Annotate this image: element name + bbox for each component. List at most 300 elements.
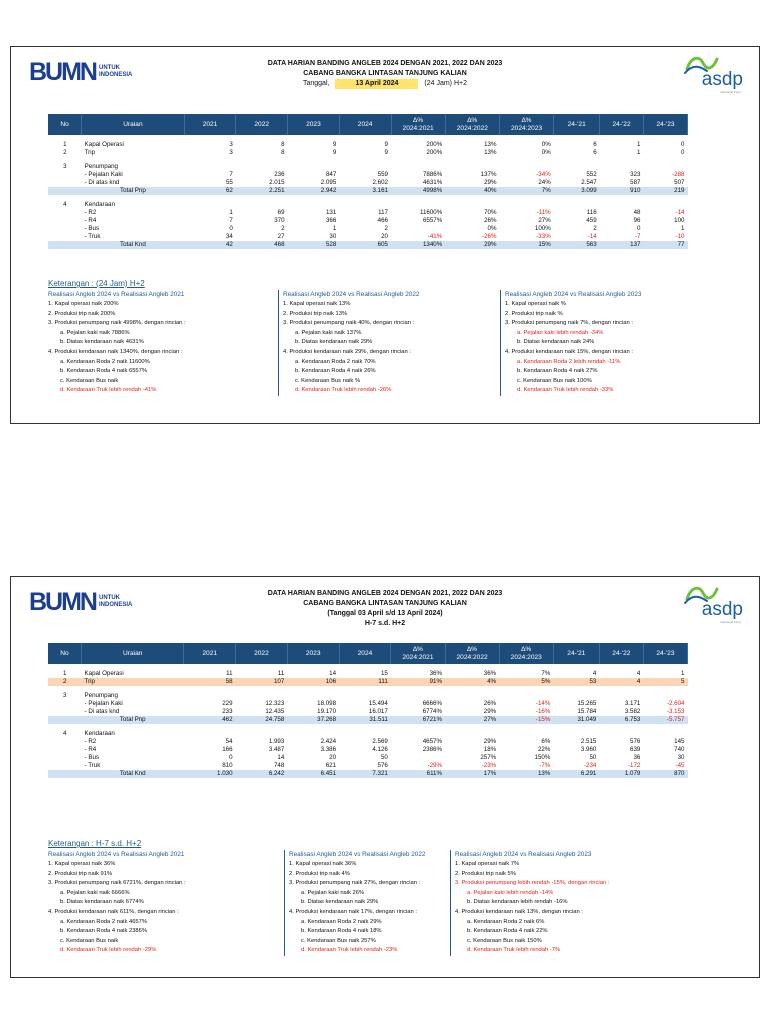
column-header: 24-'23 (644, 114, 688, 135)
cell-value: 370 (274, 217, 285, 224)
table-header-row (48, 114, 688, 135)
cell-value: 36% (429, 670, 442, 677)
column-heading: Realisasi Angleb 2024 vs Realisasi Angleb 2021 (48, 291, 185, 298)
cell-value: 563 (554, 241, 600, 249)
cell-value: 34 (225, 233, 233, 240)
cell-value: 5 (643, 678, 687, 686)
column-header: 2023 (288, 114, 340, 135)
cell-value: 137% (480, 171, 497, 178)
keterangan-line: 1. Kapal operasi naik 13% (283, 301, 351, 307)
cell-value (391, 730, 445, 738)
row-label: Total Pnp (82, 716, 184, 724)
cell-value (445, 692, 499, 700)
cell-value: 11 (277, 670, 285, 677)
keterangan-columns (48, 290, 749, 396)
keterangan-line: b. Kendaraan Roda 4 naik 27% (517, 368, 598, 375)
total-row (48, 770, 688, 778)
cell-value: 2.569 (372, 738, 388, 745)
cell-value (236, 163, 288, 171)
keterangan-line: 1. Kapal operasi naik 7% (455, 861, 520, 867)
cell-value: 9 (384, 141, 388, 148)
cell-value: -10 (675, 233, 685, 240)
cell-value: 36 (633, 754, 641, 761)
table-row (48, 149, 688, 157)
cell-value: 1 (681, 670, 685, 677)
keterangan-line: 3. Produksi penumpang naik 27%, dengan rincian : (289, 880, 421, 887)
total-row (48, 241, 688, 249)
cell-value (339, 730, 391, 738)
cell-value: 58 (184, 678, 236, 686)
cell-value: 137 (600, 241, 644, 249)
row-number (48, 762, 82, 770)
cell-value: 6.242 (236, 770, 288, 778)
cell-value: 2.251 (236, 187, 288, 195)
cell-value (391, 225, 445, 233)
keterangan-line: 4. Produksi kendaraan naik 611%, dengan rincian : (48, 908, 179, 915)
column-heading: Realisasi Angleb 2024 vs Realisasi Angleb 2022 (283, 291, 420, 298)
cell-value: 6 (593, 141, 597, 148)
cell-value (554, 163, 600, 171)
keterangan-line: b. Diatas kendaraan naik 4631% (60, 339, 144, 346)
cell-value: 131 (325, 209, 337, 216)
cell-value: 17% (445, 770, 499, 778)
keterangan-line: 3. Produksi penumpang naik 7%, dengan rincian : (505, 320, 633, 327)
keterangan (48, 839, 749, 956)
keterangan-line: 4. Produksi kendaraan naik 17%, dengan rincian : (289, 908, 417, 915)
row-label: Total Knd (82, 770, 184, 778)
table-row (48, 738, 688, 746)
cell-value: 12.323 (265, 700, 285, 707)
cell-value: 50 (380, 754, 388, 761)
cell-value: 8 (281, 141, 285, 148)
cell-value: 559 (377, 171, 388, 178)
row-number (48, 171, 82, 179)
keterangan-title: Keterangan : (24 Jam) H+2 (48, 279, 145, 288)
cell-value: 740 (674, 746, 685, 753)
cell-value: 27 (277, 233, 285, 240)
keterangan-column (500, 290, 700, 396)
report-header (11, 577, 759, 639)
cell-value: 15.494 (368, 700, 388, 707)
cell-value (287, 730, 339, 738)
cell-value: 107 (236, 678, 288, 686)
cell-value: 587 (630, 179, 641, 186)
cell-value: 26% (484, 217, 497, 224)
row-number (48, 233, 82, 241)
cell-value: 166 (222, 746, 233, 753)
cell-value: 229 (222, 700, 233, 707)
cell-value: 4 (636, 670, 641, 677)
keterangan-line: c. Kendaraan Bus naik 100% (517, 377, 592, 384)
cell-value: 14 (277, 754, 285, 761)
cell-value: 639 (630, 746, 641, 753)
cell-value: 233 (222, 708, 233, 715)
row-number (48, 217, 82, 225)
cell-value: 4631% (422, 179, 443, 186)
cell-value: 16.017 (368, 708, 388, 715)
cell-value: 7% (499, 187, 553, 195)
total-row (48, 187, 688, 195)
cell-value (287, 692, 339, 700)
keterangan-line: b. Kendaraan Roda 4 naik 18% (301, 928, 382, 935)
cell-value: 236 (274, 171, 285, 178)
cell-value (643, 730, 687, 738)
cell-value: 459 (586, 217, 597, 224)
keterangan-line: c. Kendaraan Bus naik 150% (467, 937, 542, 944)
cell-value: 366 (325, 217, 337, 224)
cell-value: 4.126 (372, 746, 388, 753)
keterangan-line: a. Kendaraan Roda 2 naik 4657% (60, 918, 148, 925)
cell-value: 62 (184, 187, 236, 195)
row-number (48, 754, 82, 762)
row-label: - Bus (84, 225, 100, 232)
keterangan-columns (48, 850, 749, 956)
column-heading: Realisasi Angleb 2024 vs Realisasi Angleb 2021 (48, 851, 185, 858)
column-header: No (48, 114, 82, 135)
cell-value: -7% (539, 762, 551, 769)
table-row (48, 201, 688, 209)
cell-value: 6% (541, 738, 551, 745)
column-header: ∆% 2024:2023 (499, 643, 553, 664)
column-header: ∆% 2024:2021 (391, 114, 445, 135)
cell-value (499, 163, 553, 171)
cell-value: 70% (484, 209, 497, 216)
cell-value (554, 201, 600, 209)
keterangan-line: b. Kendaraan Roda 4 naik 22% (467, 928, 548, 935)
cell-value: 0 (229, 225, 233, 232)
cell-value: 910 (600, 187, 644, 195)
keterangan-line: 4. Produksi kendaraan naik 13%, dengan rincian : (455, 908, 583, 915)
keterangan-line: d. Kendaraan Truk lebih rendah -26% (295, 387, 392, 394)
keterangan-line: b. Kendaraan Roda 4 naik 26% (295, 368, 376, 375)
table-row (48, 762, 688, 770)
cell-value: 3.960 (580, 746, 597, 753)
cell-value: 4 (592, 670, 597, 677)
cell-value: 106 (287, 678, 339, 686)
row-label: Penumpang (84, 163, 118, 170)
cell-value (391, 754, 445, 762)
cell-value: 150% (534, 754, 551, 761)
keterangan-line: d. Kendaraan Truk lebih rendah -33% (517, 387, 614, 394)
table-row (48, 233, 688, 241)
cell-value: 6557% (422, 217, 443, 224)
column-header: 24-'22 (600, 114, 644, 135)
table-row (48, 754, 688, 762)
cell-value: 6.451 (287, 770, 339, 778)
cell-value: 4% (445, 678, 499, 686)
table-row (48, 209, 688, 217)
cell-value: -2.604 (666, 700, 685, 707)
cell-value: 1 (229, 209, 233, 216)
column-header: ∆% 2024:2021 (391, 643, 445, 664)
report-header (11, 47, 759, 109)
row-number (48, 746, 82, 754)
cell-value: -14 (675, 209, 685, 216)
cell-value: 69 (277, 209, 285, 216)
row-number: 1 (63, 670, 67, 677)
cell-value (339, 163, 391, 171)
cell-value: 19.170 (317, 708, 337, 715)
cell-value: -3.153 (666, 708, 685, 715)
row-label: Trip (82, 678, 184, 686)
column-header: No (48, 643, 82, 664)
cell-value: 5% (499, 678, 553, 686)
cell-value: 528 (288, 241, 340, 249)
cell-value: -11% (536, 209, 551, 216)
cell-value: 15.784 (577, 708, 597, 715)
table-row (48, 700, 688, 708)
keterangan-line: d. Kendaraan Truk lebih rendah -29% (60, 947, 157, 954)
cell-value (644, 163, 688, 171)
table-row (48, 746, 688, 754)
cell-value: 257% (480, 754, 497, 761)
cell-value (600, 201, 644, 209)
cell-value: 611% (391, 770, 445, 778)
column-header: 24-'22 (599, 643, 643, 664)
cell-value: 15% (499, 241, 553, 249)
cell-value: 1 (332, 225, 337, 232)
cell-value: 11600% (419, 209, 443, 216)
keterangan-line: c. Kendaraan Bus naik (60, 937, 119, 944)
column-heading: Realisasi Angleb 2024 vs Realisasi Angleb 2022 (289, 851, 426, 858)
keterangan-line: 2. Produksi trip naik 13% (283, 310, 348, 317)
date-line: Tanggal, 13 April 2024 (24 Jam) H+2 (302, 80, 467, 87)
cell-value: 11 (226, 670, 233, 677)
report-h7-h2 (10, 576, 760, 978)
cell-value: -5.757 (643, 716, 687, 724)
cell-value: 468 (236, 241, 288, 249)
cell-value (553, 692, 599, 700)
cell-value: 30 (677, 754, 685, 761)
keterangan-line: a. Pejalan kaki naik 26% (301, 889, 365, 896)
asdp-logo: asdp Indonesia Ferry (679, 583, 743, 623)
report-24-jam (10, 46, 760, 424)
asdp-logo: asdp Indonesia Ferry (679, 53, 743, 93)
cell-value: 0 (637, 225, 641, 232)
row-number: 4 (63, 201, 67, 208)
keterangan-line: 2. Produksi trip naik % (505, 310, 563, 317)
bumn-logo: BUMN UNTUK INDONESIA (29, 57, 133, 86)
keterangan-line: 4. Produksi kendaraan naik 1340%, dengan rincian : (48, 348, 183, 355)
cell-value: 4657% (422, 738, 442, 745)
cell-value: 323 (630, 171, 641, 178)
keterangan-line: d. Kendaraan Truk lebih rendah -7% (467, 947, 561, 954)
cell-value: 29% (483, 738, 497, 745)
cell-value: 0% (487, 225, 497, 232)
keterangan-line: 4. Produksi kendaraan naik 15%, dengan rincian : (505, 348, 633, 355)
cell-value: 116 (586, 209, 597, 216)
row-label: Trip (84, 149, 96, 156)
keterangan-line: 2. Produksi trip naik 200% (48, 310, 116, 317)
cell-value: 2.515 (580, 738, 597, 745)
cell-value: 29% (445, 241, 499, 249)
row-label: - Di atas knd (84, 708, 120, 715)
cell-value: 3.386 (320, 746, 337, 753)
keterangan-line: b. Diatas kendaraan naik 6774% (60, 899, 144, 906)
data-table (48, 114, 688, 249)
cell-value: 0 (229, 754, 233, 761)
keterangan-line: 3. Produksi penumpang naik 6721%, dengan rincian : (48, 880, 186, 887)
row-number (48, 179, 82, 187)
row-label: Kendaraan (84, 201, 115, 208)
cell-value: -29% (427, 762, 442, 769)
cell-value: 847 (325, 171, 337, 178)
row-label: - R4 (84, 217, 97, 224)
row-number: 1 (63, 141, 67, 148)
cell-value (599, 730, 643, 738)
cell-value: 111 (339, 678, 391, 686)
table-row (48, 730, 688, 738)
column-header: Uraian (82, 114, 185, 135)
cell-value: 3.582 (624, 708, 641, 715)
row-label: Kapal Operasi (84, 141, 124, 148)
cell-value (445, 730, 499, 738)
cell-value (288, 163, 340, 171)
keterangan-line: 1. Kapal operasi naik 200% (48, 301, 119, 307)
cell-value: 6 (593, 149, 597, 156)
cell-value: 8 (281, 149, 285, 156)
keterangan-line: b. Diatas kendaraan lebih rendah -16% (467, 899, 568, 906)
cell-value: 6721% (391, 716, 445, 724)
cell-value: 0% (541, 149, 551, 156)
keterangan-column (278, 290, 500, 396)
cell-value: -14% (535, 700, 551, 707)
table-row (48, 171, 688, 179)
keterangan-line: d. Kendaraan Truk lebih rendah -41% (60, 387, 157, 394)
cell-value: 200% (426, 141, 443, 148)
cell-value: -288 (672, 171, 685, 178)
table-header-row (48, 643, 688, 664)
cell-value: 100% (534, 225, 551, 232)
cell-value: 1340% (391, 241, 445, 249)
keterangan-line: a. Pejalan kaki lebih rendah -14% (467, 889, 554, 896)
cell-value: 3 (229, 149, 233, 156)
cell-value: 1.993 (268, 738, 285, 745)
cell-value (499, 201, 553, 209)
bumn-logo: BUMN UNTUK INDONESIA (29, 587, 133, 616)
cell-value: 507 (674, 179, 685, 186)
cell-value: 0% (541, 141, 551, 148)
cell-value (391, 201, 445, 209)
keterangan-line: a. Pejalan kaki naik 7886% (60, 329, 130, 336)
keterangan-line: 3. Produksi penumpang naik 4998%, dengan rincian : (48, 320, 186, 327)
cell-value: 9 (332, 141, 337, 148)
column-header: 24-'21 (554, 114, 600, 135)
cell-value: 27% (538, 217, 551, 224)
row-number: 2 (63, 149, 67, 156)
cell-value: 6666% (422, 700, 442, 707)
column-header: ∆% 2024:2022 (445, 114, 499, 135)
cell-value: 748 (273, 762, 285, 769)
cell-value: 30 (329, 233, 337, 240)
keterangan-line: a. Kendaraan Roda 2 naik 11600% (60, 358, 150, 365)
cell-value: 13% (484, 149, 497, 156)
row-label: - Di atas knd (84, 179, 120, 186)
cell-value: 9 (332, 149, 337, 156)
cell-value: 9 (384, 149, 388, 156)
keterangan-line: a. Kendaraan Roda 2 naik 29% (301, 918, 382, 925)
cell-value: 7886% (422, 171, 443, 178)
keterangan-line: a. Pejalan kaki naik 6666% (60, 889, 130, 896)
cell-value: 462 (184, 716, 236, 724)
column-header: 24-'23 (643, 643, 687, 664)
report-title: DATA HARIAN BANDING ANGLEB 2024 DENGAN 2021, 2022 DAN 2023 CABANG BANGKA LINTASAN TANJUNG KALIAN (Tanggal 03 April s/d 13 April 2024) H-7 s.d. H+2 (267, 590, 503, 627)
cell-value: 3.099 (554, 187, 600, 195)
column-header: 2021 (184, 643, 236, 664)
cell-value: 1 (637, 149, 641, 156)
keterangan-line: 3. Produksi penumpang naik 40%, dengan rincian : (283, 320, 415, 327)
cell-value (339, 692, 391, 700)
cell-value: -7 (634, 233, 641, 240)
keterangan-line: b. Kendaraan Roda 4 naik 6557% (60, 368, 148, 375)
row-number (48, 241, 82, 249)
cell-value: 2.424 (320, 738, 337, 745)
column-header: ∆% 2024:2023 (499, 114, 553, 135)
column-header: 2022 (236, 643, 288, 664)
row-number (48, 187, 82, 195)
cell-value: 1 (681, 225, 685, 232)
table-row (48, 692, 688, 700)
row-label: Kapal Operasi (84, 670, 124, 677)
cell-value: 31.511 (339, 716, 391, 724)
cell-value: 7% (541, 670, 551, 677)
keterangan-line: 2. Produksi trip naik 4% (289, 870, 350, 877)
keterangan-title: Keterangan : H-7 s.d. H+2 (48, 839, 142, 848)
row-label: - Truk (84, 762, 101, 769)
cell-value: -16% (535, 708, 551, 715)
row-number (48, 716, 82, 724)
column-header: ∆% 2024:2022 (445, 643, 499, 664)
cell-value: 1 (637, 141, 641, 148)
cell-value: 24.758 (236, 716, 288, 724)
column-header: 2022 (236, 114, 288, 135)
row-number (48, 738, 82, 746)
cell-value: 6.291 (553, 770, 599, 778)
row-number: 3 (63, 163, 67, 170)
cell-value: 6774% (422, 708, 442, 715)
cell-value: 13% (484, 141, 497, 148)
cell-value (553, 730, 599, 738)
cell-value (236, 730, 288, 738)
cell-value: 2.547 (581, 179, 597, 186)
cell-value: -234 (583, 762, 597, 769)
table-row (48, 670, 688, 678)
table-row (48, 179, 688, 187)
row-label: Total Knd (82, 241, 185, 249)
cell-value (643, 692, 687, 700)
keterangan-line: a. Pejalan kaki naik 137% (295, 329, 362, 336)
cell-value: 3.487 (268, 746, 285, 753)
cell-value: 2.602 (372, 179, 388, 186)
cell-value: 29% (483, 708, 497, 715)
row-label: - Truk (84, 233, 101, 240)
cell-value: 96 (633, 217, 641, 224)
report-title: DATA HARIAN BANDING ANGLEB 2024 DENGAN 2021, 2022 DAN 2023 CABANG BANGKA LINTASAN TANJUNG KALIAN Tanggal, 13 April 2024 (24 Jam) H+2 (267, 60, 503, 87)
row-number (48, 225, 82, 233)
cell-value: 2 (593, 225, 597, 232)
row-number: 3 (63, 692, 67, 699)
cell-value (236, 692, 288, 700)
cell-value: -172 (627, 762, 641, 769)
cell-value: -15% (499, 716, 553, 724)
row-number (48, 708, 82, 716)
row-number (48, 700, 82, 708)
cell-value (236, 201, 288, 209)
date-highlight: 13 April 2024 (335, 79, 418, 89)
keterangan-line: b. Diatas kendaraan naik 24% (517, 339, 595, 346)
cell-value: 20 (381, 233, 388, 240)
cell-value: 18% (483, 746, 497, 753)
